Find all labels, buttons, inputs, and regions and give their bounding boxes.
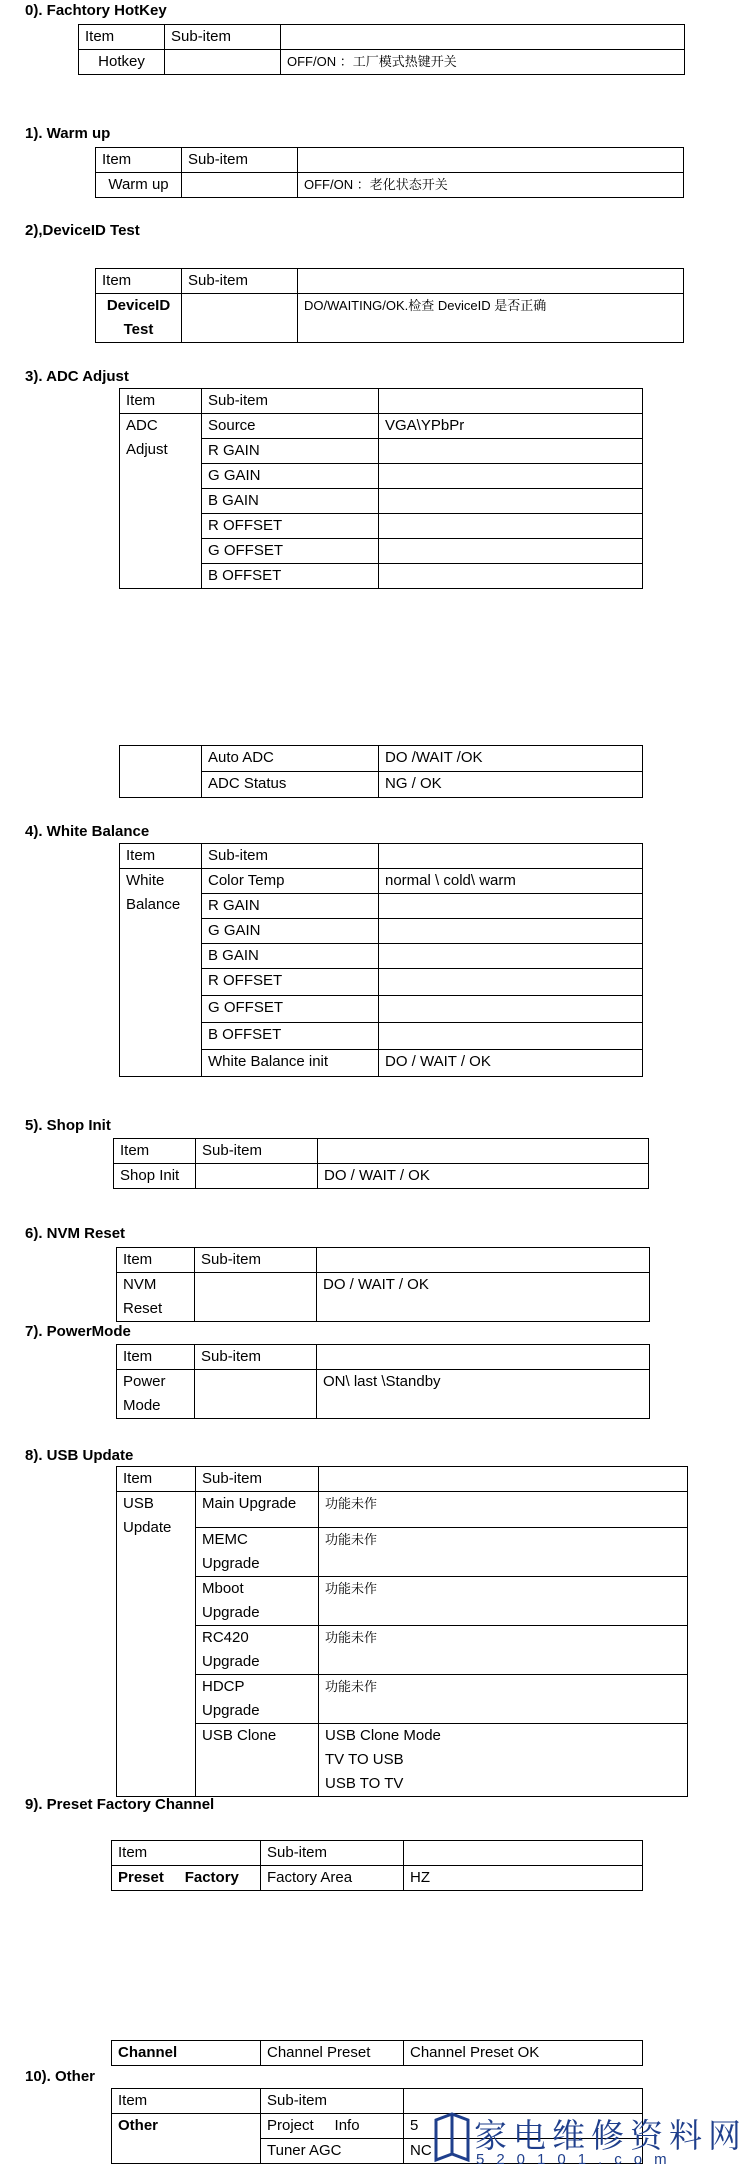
item-channel: Channel — [112, 2041, 261, 2066]
tuner-agc-value: NC — [404, 2139, 643, 2164]
header-sub-item: Sub-item — [202, 844, 379, 869]
sub-item-mboot-upgrade: Mboot Upgrade — [196, 1577, 319, 1626]
header-sub-item: Sub-item — [196, 1139, 318, 1164]
shop-init-value: DO / WAIT / OK — [318, 1164, 649, 1189]
preset-factory-table — [111, 1840, 643, 1891]
header-value — [317, 1345, 650, 1370]
sub-item-cell — [195, 1370, 317, 1419]
deviceid-value: DO/WAITING/OK.检查 DeviceID 是否正确 — [298, 294, 684, 343]
header-item: Item — [114, 1139, 196, 1164]
header-sub-item: Sub-item — [195, 1345, 317, 1370]
hotkey-table — [78, 24, 685, 75]
adc-adjust-table-continued — [119, 745, 643, 798]
power-mode-value: ON\ last \Standby — [317, 1370, 650, 1419]
rc420-upgrade-value: 功能未作 — [319, 1626, 688, 1675]
value-cell — [379, 464, 643, 489]
item-deviceid-test: DeviceID Test — [96, 294, 182, 343]
nvm-reset-value: DO / WAIT / OK — [317, 1273, 650, 1322]
value-cell — [379, 539, 643, 564]
factory-area-value: HZ — [404, 1866, 643, 1891]
header-item: Item — [120, 844, 202, 869]
adc-status-value: NG / OK — [379, 772, 643, 798]
power-mode-table — [116, 1344, 650, 1419]
header-sub-item: Sub-item — [182, 269, 298, 294]
sub-item-cell — [182, 173, 298, 198]
section-7-heading: 7). PowerMode — [25, 1323, 131, 1340]
sub-item-r-gain: R GAIN — [202, 439, 379, 464]
sub-item-main-upgrade: Main Upgrade — [196, 1492, 319, 1528]
sub-item-hdcp-upgrade: HDCP Upgrade — [196, 1675, 319, 1724]
sub-item-memc-upgrade: MEMC Upgrade — [196, 1528, 319, 1577]
item-shop-init: Shop Init — [114, 1164, 196, 1189]
header-sub-item: Sub-item — [196, 1467, 319, 1492]
hdcp-upgrade-value: 功能未作 — [319, 1675, 688, 1724]
header-value — [317, 1248, 650, 1273]
header-sub-item: Sub-item — [202, 389, 379, 414]
adc-adjust-table — [119, 388, 643, 589]
section-8-heading: 8). USB Update — [25, 1447, 134, 1464]
section-0-heading: 0). Fachtory HotKey — [25, 2, 167, 19]
hotkey-value: OFF/ON ：工厂模式热键开关 — [281, 50, 685, 75]
header-value — [379, 844, 643, 869]
sub-item-r-offset: R OFFSET — [202, 514, 379, 539]
sub-item-channel-preset: Channel Preset — [261, 2041, 404, 2066]
sub-item-g-gain: G GAIN — [202, 919, 379, 944]
main-upgrade-value: 功能未作 — [319, 1492, 688, 1528]
header-item: Item — [96, 148, 182, 173]
value-cell — [379, 514, 643, 539]
site-logo-text: 家电维修资料网 — [474, 2116, 747, 2155]
color-temp-value: normal \ cold\ warm — [379, 869, 643, 894]
sub-item-cell — [196, 1164, 318, 1189]
value-cell — [379, 894, 643, 919]
sub-item-rc420-upgrade: RC420 Upgrade — [196, 1626, 319, 1675]
sub-item-project-info: Project Info — [261, 2114, 404, 2139]
mboot-upgrade-value: 功能未作 — [319, 1577, 688, 1626]
item-usb-update: USB Update — [117, 1492, 196, 1797]
warm-up-value: OFF/ON ：老化状态开关 — [298, 173, 684, 198]
item-adc-adjust-cont — [120, 746, 202, 798]
nvm-reset-table — [116, 1247, 650, 1322]
header-sub-item: Sub-item — [165, 25, 281, 50]
sub-item-adc-status: ADC Status — [202, 772, 379, 798]
section-3-heading: 3). ADC Adjust — [25, 368, 129, 385]
sub-item-b-gain: B GAIN — [202, 489, 379, 514]
item-adc-adjust: ADC Adjust — [120, 414, 202, 589]
memc-upgrade-value: 功能未作 — [319, 1528, 688, 1577]
sub-item-cell — [165, 50, 281, 75]
value-cell — [379, 919, 643, 944]
sub-item-auto-adc: Auto ADC — [202, 746, 379, 772]
sub-item-cell — [195, 1273, 317, 1322]
usb-clone-value: USB Clone Mode TV TO USB USB TO TV — [319, 1724, 688, 1797]
sub-item-r-offset: R OFFSET — [202, 969, 379, 996]
sub-item-source: Source — [202, 414, 379, 439]
item-warm-up: Warm up — [96, 173, 182, 198]
header-value — [318, 1139, 649, 1164]
value-cell — [379, 969, 643, 996]
header-item: Item — [79, 25, 165, 50]
header-sub-item: Sub-item — [261, 1841, 404, 1866]
section-5-heading: 5). Shop Init — [25, 1117, 111, 1134]
value-cell — [379, 996, 643, 1023]
item-white-balance: White Balance — [120, 869, 202, 1077]
sub-item-tuner-agc: Tuner AGC — [261, 2139, 404, 2164]
value-cell — [379, 489, 643, 514]
header-value — [298, 148, 684, 173]
sub-item-g-gain: G GAIN — [202, 464, 379, 489]
source-value: VGA\YPbPr — [379, 414, 643, 439]
item-power-mode: Power Mode — [117, 1370, 195, 1419]
white-balance-table — [119, 843, 643, 1077]
sub-item-usb-clone: USB Clone — [196, 1724, 319, 1797]
section-1-heading: 1). Warm up — [25, 125, 111, 142]
header-value — [404, 1841, 643, 1866]
sub-item-g-offset: G OFFSET — [202, 996, 379, 1023]
warm-up-table — [95, 147, 684, 198]
sub-item-factory-area: Factory Area — [261, 1866, 404, 1891]
shop-init-table — [113, 1138, 649, 1189]
value-cell — [379, 1023, 643, 1050]
header-sub-item: Sub-item — [182, 148, 298, 173]
header-item: Item — [112, 2089, 261, 2114]
header-item: Item — [117, 1248, 195, 1273]
header-value — [319, 1467, 688, 1492]
header-value — [281, 25, 685, 50]
channel-preset-value: Channel Preset OK — [404, 2041, 643, 2066]
channel-preset-table — [111, 2040, 643, 2066]
auto-adc-value: DO /WAIT /OK — [379, 746, 643, 772]
header-item: Item — [120, 389, 202, 414]
section-9-heading: 9). Preset Factory Channel — [25, 1796, 215, 1813]
header-item: Item — [117, 1345, 195, 1370]
site-logo-url: 520101.com — [476, 2151, 679, 2168]
usb-update-table — [116, 1466, 688, 1797]
sub-item-g-offset: G OFFSET — [202, 539, 379, 564]
sub-item-color-temp: Color Temp — [202, 869, 379, 894]
header-item: Item — [117, 1467, 196, 1492]
header-value — [298, 269, 684, 294]
header-sub-item: Sub-item — [195, 1248, 317, 1273]
item-hotkey: Hotkey — [79, 50, 165, 75]
item-other: Other — [112, 2114, 261, 2164]
header-item: Item — [112, 1841, 261, 1866]
section-2-heading: 2),DeviceID Test — [25, 222, 140, 239]
white-balance-init-value: DO / WAIT / OK — [379, 1050, 643, 1077]
section-4-heading: 4). White Balance — [25, 823, 150, 840]
header-value — [379, 389, 643, 414]
section-6-heading: 6). NVM Reset — [25, 1225, 126, 1242]
header-item: Item — [96, 269, 182, 294]
sub-item-cell — [182, 294, 298, 343]
sub-item-r-gain: R GAIN — [202, 894, 379, 919]
project-info-value: 5 — [404, 2114, 643, 2139]
value-cell — [379, 944, 643, 969]
section-10-heading: 10). Other — [25, 2068, 96, 2085]
item-nvm-reset: NVM Reset — [117, 1273, 195, 1322]
sub-item-b-gain: B GAIN — [202, 944, 379, 969]
sub-item-b-offset: B OFFSET — [202, 564, 379, 589]
sub-item-white-balance-init: White Balance init — [202, 1050, 379, 1077]
deviceid-test-table — [95, 268, 684, 343]
item-preset-factory: Preset Factory — [112, 1866, 261, 1891]
value-cell — [379, 564, 643, 589]
value-cell — [379, 439, 643, 464]
sub-item-b-offset: B OFFSET — [202, 1023, 379, 1050]
header-sub-item: Sub-item — [261, 2089, 404, 2114]
